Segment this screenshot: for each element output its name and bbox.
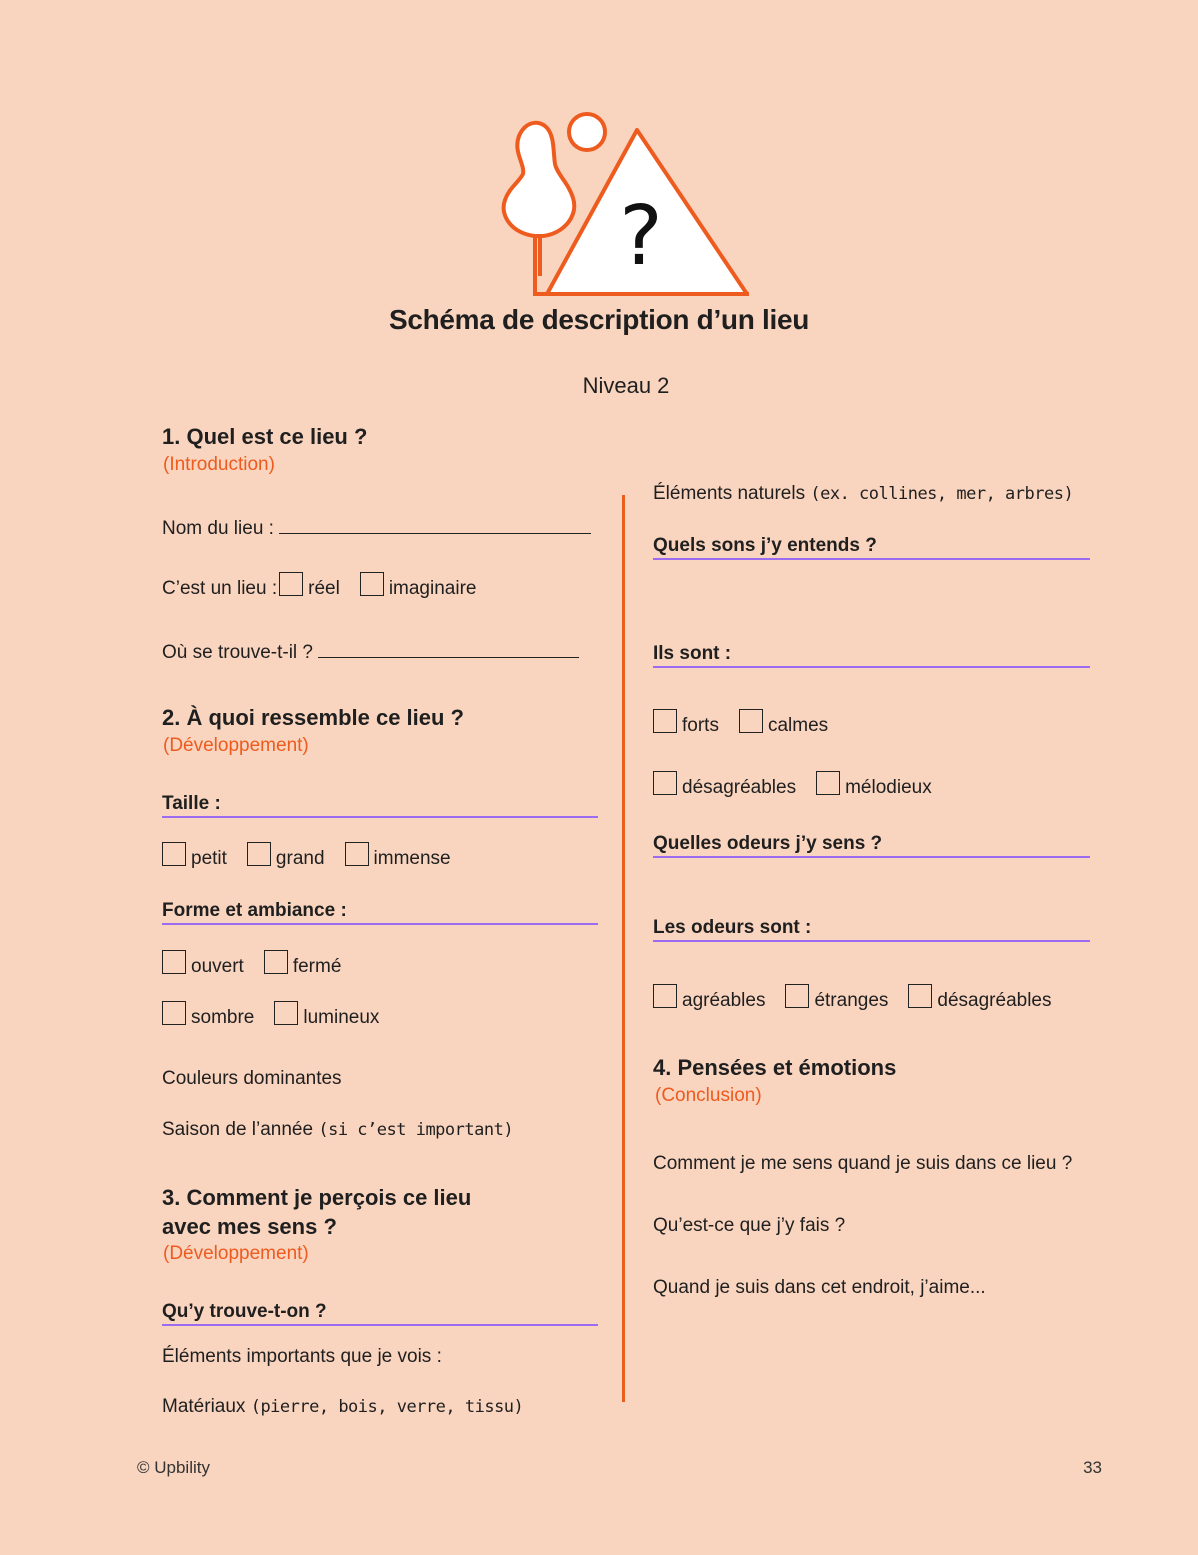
checkbox-agreables[interactable]: agréables [653, 984, 765, 1012]
smells-label: Quelles odeurs j’y sens ? [653, 833, 1090, 858]
question-feeling: Comment je me sens quand je suis dans ce lieu ? [653, 1153, 1073, 1174]
season-row [162, 1119, 513, 1141]
question-activity: Qu’est-ce que j’y fais ? [653, 1215, 846, 1236]
materials-hint: (pierre, bois, verre, tissu) [250, 1397, 524, 1417]
question-mark-glyph: ? [619, 189, 663, 284]
place-type-row [162, 572, 496, 600]
section2-subtitle: (Développement) [163, 735, 309, 756]
checkbox-box[interactable] [274, 1001, 298, 1025]
section4-title: 4. Pensées et émotions [653, 1055, 897, 1080]
checkbox-box[interactable] [360, 572, 384, 596]
smells-options [653, 984, 1072, 1012]
section1-subtitle: (Introduction) [163, 454, 275, 475]
mountain-question-icon [495, 108, 755, 302]
season-hint: (si c’est important) [318, 1120, 514, 1140]
checkbox-box[interactable] [345, 842, 369, 866]
checkbox-box[interactable] [162, 1001, 186, 1025]
place-name-field[interactable] [279, 516, 591, 534]
checkbox-box[interactable] [162, 950, 186, 974]
checkbox-etranges[interactable]: étranges [785, 984, 888, 1012]
sounds-are-label: Ils sont : [653, 643, 1090, 668]
checkbox-sombre[interactable]: sombre [162, 1001, 254, 1029]
checkbox-desagreables-sons[interactable]: désagréables [653, 771, 796, 799]
section1-title: 1. Quel est ce lieu ? [162, 424, 368, 449]
place-name-label: Nom du lieu : [162, 518, 274, 539]
checkbox-box[interactable] [279, 572, 303, 596]
page-number: 33 [1083, 1458, 1102, 1477]
place-location-field[interactable] [318, 640, 579, 658]
checkbox-box[interactable] [162, 842, 186, 866]
sounds-options-row1 [653, 709, 848, 737]
season-label: Saison de l’année [162, 1119, 314, 1140]
size-label: Taille : [162, 793, 598, 818]
section3-title-line1: 3. Comment je perçois ce lieu [162, 1185, 472, 1210]
natural-elements-row [653, 483, 1073, 505]
checkbox-box[interactable] [785, 984, 809, 1008]
section4-subtitle: (Conclusion) [655, 1085, 762, 1106]
materials-row [162, 1396, 523, 1418]
checkbox-ferme[interactable]: fermé [264, 950, 342, 978]
natural-elements-hint: (ex. collines, mer, arbres) [810, 484, 1074, 504]
checkbox-grand[interactable]: grand [247, 842, 325, 870]
checkbox-petit[interactable]: petit [162, 842, 227, 870]
checkbox-immense[interactable]: immense [345, 842, 451, 870]
place-location-row [162, 640, 579, 664]
place-type-label: C’est un lieu : [162, 578, 278, 599]
checkbox-desagreables-odeurs[interactable]: désagréables [908, 984, 1051, 1012]
column-divider [622, 495, 625, 1402]
checkbox-box[interactable] [653, 709, 677, 733]
dominant-colors-label: Couleurs dominantes [162, 1068, 342, 1089]
sounds-label: Quels sons j’y entends ? [653, 535, 1090, 560]
question-likes: Quand je suis dans cet endroit, j’aime... [653, 1277, 986, 1298]
section3-title-line2: avec mes sens ? [162, 1214, 337, 1239]
checkbox-box[interactable] [908, 984, 932, 1008]
level-label: Niveau 2 [582, 373, 670, 398]
sounds-options-row2 [653, 771, 952, 799]
checkbox-calmes[interactable]: calmes [739, 709, 828, 737]
section2-title: 2. À quoi ressemble ce lieu ? [162, 705, 464, 730]
checkbox-lumineux[interactable]: lumineux [274, 1001, 379, 1029]
checkbox-melodieux[interactable]: mélodieux [816, 771, 932, 799]
what-is-there-label: Qu’y trouve-t-on ? [162, 1301, 598, 1326]
checkbox-box[interactable] [739, 709, 763, 733]
checkbox-box[interactable] [653, 984, 677, 1008]
important-elements-label: Éléments importants que je vois : [162, 1346, 442, 1367]
page-title: Schéma de description d’un lieu [388, 304, 810, 335]
shape-options-row2 [162, 1001, 399, 1029]
smells-are-label: Les odeurs sont : [653, 917, 1090, 942]
checkbox-box[interactable] [247, 842, 271, 866]
checkbox-box[interactable] [653, 771, 677, 795]
checkbox-box[interactable] [264, 950, 288, 974]
shape-options-row1 [162, 950, 361, 978]
place-name-row [162, 516, 591, 540]
checkbox-box[interactable] [816, 771, 840, 795]
materials-label: Matériaux [162, 1396, 246, 1417]
shape-label: Forme et ambiance : [162, 900, 598, 925]
checkbox-forts[interactable]: forts [653, 709, 719, 737]
checkbox-imaginaire[interactable]: imaginaire [360, 572, 477, 600]
section3-subtitle: (Développement) [163, 1243, 309, 1264]
size-options [162, 842, 471, 870]
checkbox-ouvert[interactable]: ouvert [162, 950, 244, 978]
place-location-label: Où se trouve-t-il ? [162, 642, 313, 663]
natural-elements-label: Éléments naturels [653, 483, 806, 504]
checkbox-reel[interactable]: réel [279, 572, 340, 600]
copyright: © Upbility [137, 1458, 210, 1477]
